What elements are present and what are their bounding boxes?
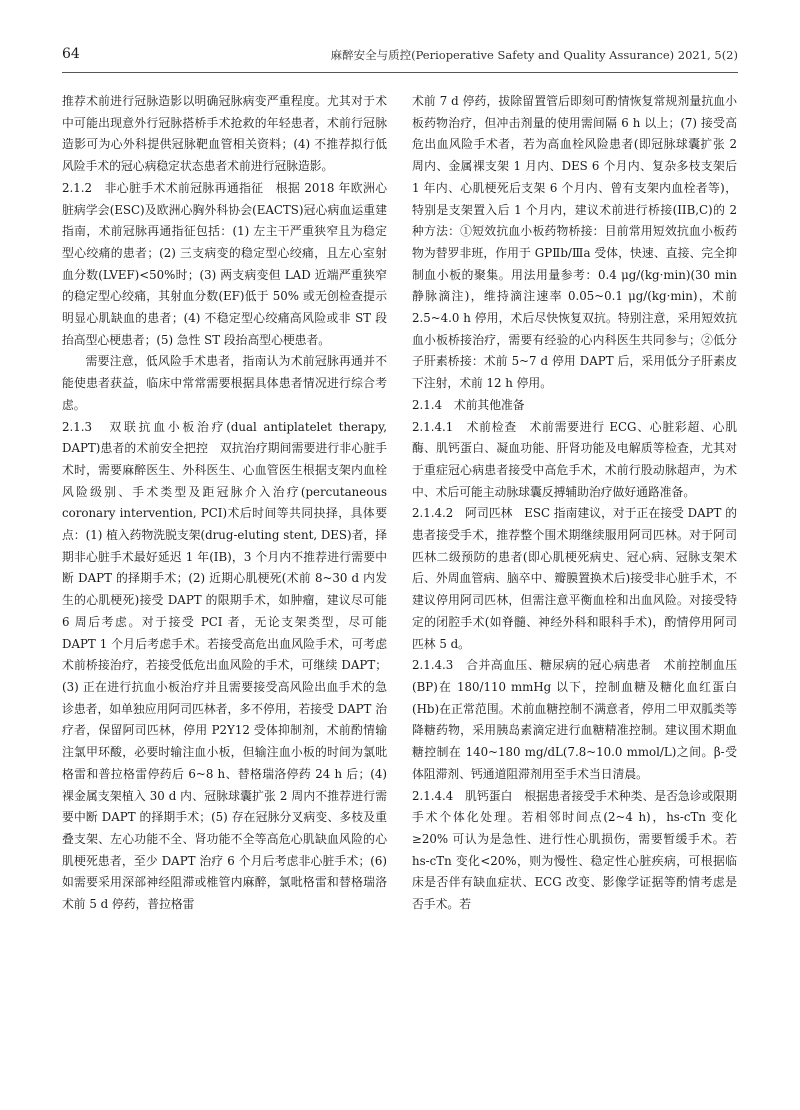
- header-rule: [62, 72, 738, 73]
- journal-citation: 麻醉安全与质控(Perioperative Safety and Quality Assurance) 2021, 5(2): [330, 48, 738, 62]
- paragraph: 2.1.4.3 合并高血压、糖尿病的冠心病患者 术前控制血压(BP)在 180/110 mmHg 以下，控制血糖及糖化血红蛋白(Hb)在正常范围。术前血糖控制不满意者，停用二甲双胍类等降糖药物，采用胰岛素滴定进行血糖精准控制。建议围术期血糖控制在 140~180 mg/dL(7.8~10.0 mmol/L)之间。β-受体阻滞剂、钙通道阻滞剂用至手术当日清晨。: [412, 658, 737, 781]
- right-column: [412, 91, 737, 916]
- running-header: [62, 46, 738, 68]
- paragraph: 推荐术前进行冠脉造影以明确冠脉病变严重程度。尤其对于术中可能出现意外行冠脉搭桥手术抢救的年轻患者，术前行冠脉造影可为心外科提供冠脉靶血管相关资料；(4) 不推荐拟行低风险手术的冠心病稳定状态患者术前进行冠脉造影。: [62, 94, 387, 174]
- paragraph: 2.1.4.2 阿司匹林 ESC 指南建议，对于正在接受 DAPT 的患者接受手术，推荐整个围术期继续服用阿司匹林。对于阿司匹林二级预防的患者(即心肌梗死病史、冠心病、冠脉支架术后、外周血管病、脑卒中、瓣膜置换术后)接受非心脏手术，不建议停用阿司匹林，但需注意平衡血栓和出血风险。对接受特定的闭腔手术(如脊髓、神经外科和眼科手术)，酌情停用阿司匹林 5 d。: [412, 506, 737, 651]
- page-number: 64: [62, 46, 80, 62]
- paragraph: 术前 7 d 停药，拔除留置管后即刻可酌情恢复常规剂量抗血小板药物治疗，但冲击剂量的使用需间隔 6 h 以上；(7) 接受高危出血风险手术者，若为高血栓风险患者(即冠脉球囊扩张 2 周内、金属裸支架 1 月内、DES 6 个月内、复杂多枝支架后 1 年内、心肌梗死后支架 6 个月内、曾有支架内血栓者等)，特别是支架置入后 1 个月内，建议术前进行桥接(IIB,C)的 2 种方法：①短效抗血小板药物桥接：目前常用短效抗血小板药物为替罗非班，作用于 GPⅡb/Ⅲa 受体，快速、直接、完全抑制血小板的聚集。用法用量参考：0.4 μg/(kg·min)(30 min 静脉滴注)，维持滴注速率 0.05~0.1 μg/(kg·min)，术前 2.5~4.0 h 停用，术后尽快恢复双抗。特别注意，采用短效抗血小板桥接治疗，需要有经验的心内科医生共同参与；②低分子肝素桥接：术前 5~7 d 停用 DAPT 后，采用低分子肝素皮下注射，术前 12 h 停用。: [412, 94, 737, 391]
- paragraph: 2.1.4.1 术前检查 术前需要进行 ECG、心脏彩超、心肌酶、肌钙蛋白、凝血功能、肝肾功能及电解质等检查，尤其对于重症冠心病患者接受中高危手术，术前行股动脉超声，为术中、术后可能主动脉球囊反搏辅助治疗做好通路准备。: [412, 419, 737, 499]
- paragraph: 2.1.2 非心脏手术术前冠脉再通指征 根据 2018 年欧洲心脏病学会(ESC)及欧洲心胸外科协会(EACTS)冠心病血运重建指南，术前冠脉再通指征包括：(1) 左主干严重狭窄且为稳定型心绞痛的患者；(2) 三支病变的稳定型心绞痛，且左心室射血分数(LVEF)<50%时；(3) 两支病变但 LAD 近端严重狭窄的稳定型心绞痛，其射血分数(EF)低于 50% 或无创检查提示明显心肌缺血的患者；(4) 不稳定型心绞痛高风险或非 ST 段抬高型心梗患者；(5) 急性 ST 段抬高型心梗患者。: [62, 180, 387, 347]
- section-heading: 2.1.4 术前其他准备: [412, 397, 525, 412]
- paragraph: 需要注意，低风险手术患者，指南认为术前冠脉再通并不能使患者获益，临床中常常需要根据具体患者情况进行综合考虑。: [62, 354, 387, 412]
- paragraph: 2.1.3 双联抗血小板治疗(dual antiplatelet therapy, DAPT)患者的术前安全把控 双抗治疗期间需要进行非心脏手术时，需要麻醉医生、外科医生、心血管医生根据支架内血栓风险级别、手术类型及距冠脉介入治疗(percutaneous coronary intervention, PCI)术后时间等共同抉择，具体要点：(1) 植入药物洗脱支架(drug-eluting stent, DES)者，择期非心脏手术最好延迟 1 年(IB)，3 个月内不推荐进行需要中断 DAPT 的择期手术；(2) 近期心肌梗死(术前 8~30 d 内发生的心肌梗死)接受 DAPT 的限期手术，如肿瘤，建议尽可能 6 周后考虑。对于接受 PCI 者，无论支架类型，尽可能 DAPT 1 个月后考虑手术。若接受高危出血风险手术，可考虑术前桥接治疗，若接受低危出血风险的手术，可继续 DAPT；(3) 正在进行抗血小板治疗并且需要接受高风险出血手术的急诊患者，如单独应用阿司匹林者，多不停用，若接受 DAPT 治疗者，保留阿司匹林，停用 P2Y12 受体抑制剂，术前酌情输注氯甲环酸，必要时输注血小板，但输注血小板的时间为氯吡格雷和普拉格雷停药后 6~8 h、替格瑞洛停药 24 h 后；(4) 裸金属支架植入 30 d 内、冠脉球囊扩张 2 周内不推荐进行需要中断 DAPT 的择期手术；(5) 存在冠脉分叉病变、多枝及重叠支架、左心功能不全、肾功能不全等高危心肌缺血风险的心肌梗死患者，至少 DAPT 治疗 6 个月后考虑非心脏手术；(6) 如需要采用深部神经阻滞或椎管内麻醉，氯吡格雷和替格瑞洛术前 5 d 停药，普拉格雷: [62, 419, 387, 912]
- paragraph: 2.1.4.4 肌钙蛋白 根据患者接受手术种类、是否急诊或限期手术个体化处理。若相邻时间点(2~4 h)，hs-cTn 变化≥20% 可认为是急性、进行性心肌损伤，需要暂缓手术。若 hs-cTn 变化<20%，则为慢性、稳定性心脏疾病，可根据临床是否伴有缺血症状、ECG 改变、影像学证据等酌情考虑是否手术。若: [412, 788, 737, 912]
- left-column: [62, 91, 387, 916]
